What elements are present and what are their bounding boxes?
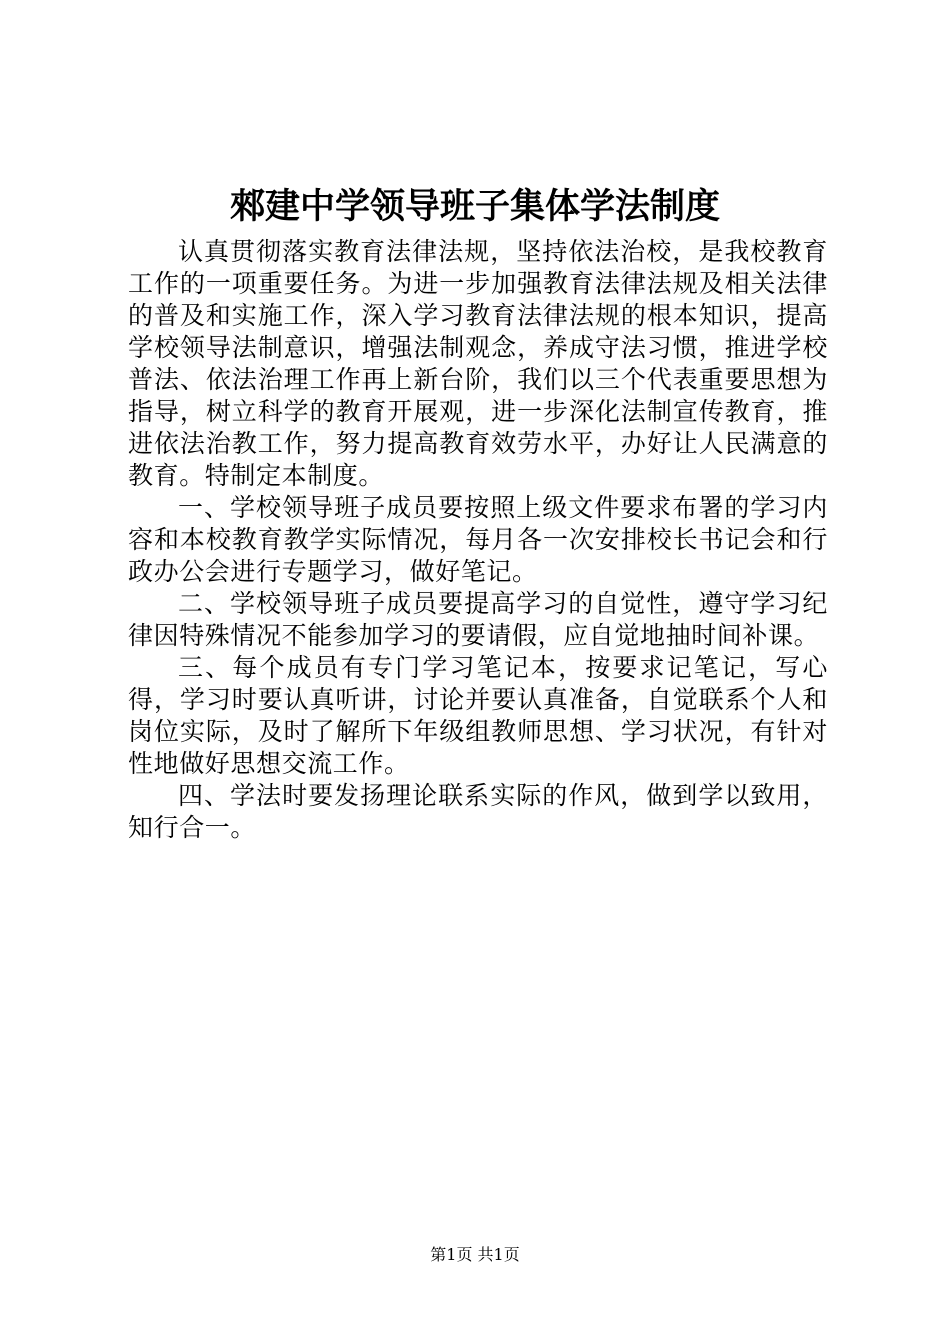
- document-body: [128, 236, 828, 844]
- page-footer: 第1页 共1页: [430, 1245, 520, 1264]
- paragraph-intro: 认真贯彻落实教育法律法规，坚持依法治校，是我校教育工作的一项重要任务。为进一步加强教育法律法规及相关法律的普及和实施工作，深入学习教育法律法规的根本知识，提高学校领导法制意识，增强法制观念，养成守法习惯，推进学校普法、依法治理工作再上新台阶，我们以三个代表重要思想为指导，树立科学的教育开展观，进一步深化法制宣传教育，推进依法治教工作，努力提高教育效劳水平，办好让人民满意的教育。特制定本制度。: [128, 237, 828, 490]
- paragraph-item-4: 四、学法时要发扬理论联系实际的作风，做到学以致用，知行合一。: [128, 781, 828, 842]
- document-title: 郲建中学领导班子集体学法制度: [229, 187, 720, 227]
- paragraph-item-2: 二、学校领导班子成员要提高学习的自觉性，遵守学习纪律因特殊情况不能参加学习的要请假，应自觉地抽时间补课。: [128, 589, 828, 650]
- paragraph-item-1: 一、学校领导班子成员要按照上级文件要求布署的学习内容和本校教育教学实际情况，每月各一次安排校长书记会和行政办公会进行专题学习，做好笔记。: [128, 493, 828, 586]
- paragraph-item-3: 三、每个成员有专门学习笔记本，按要求记笔记，写心得，学习时要认真听讲，讨论并要认真准备，自觉联系个人和岗位实际，及时了解所下年级组教师思想、学习状况，有针对性地做好思想交流工作。: [128, 653, 828, 778]
